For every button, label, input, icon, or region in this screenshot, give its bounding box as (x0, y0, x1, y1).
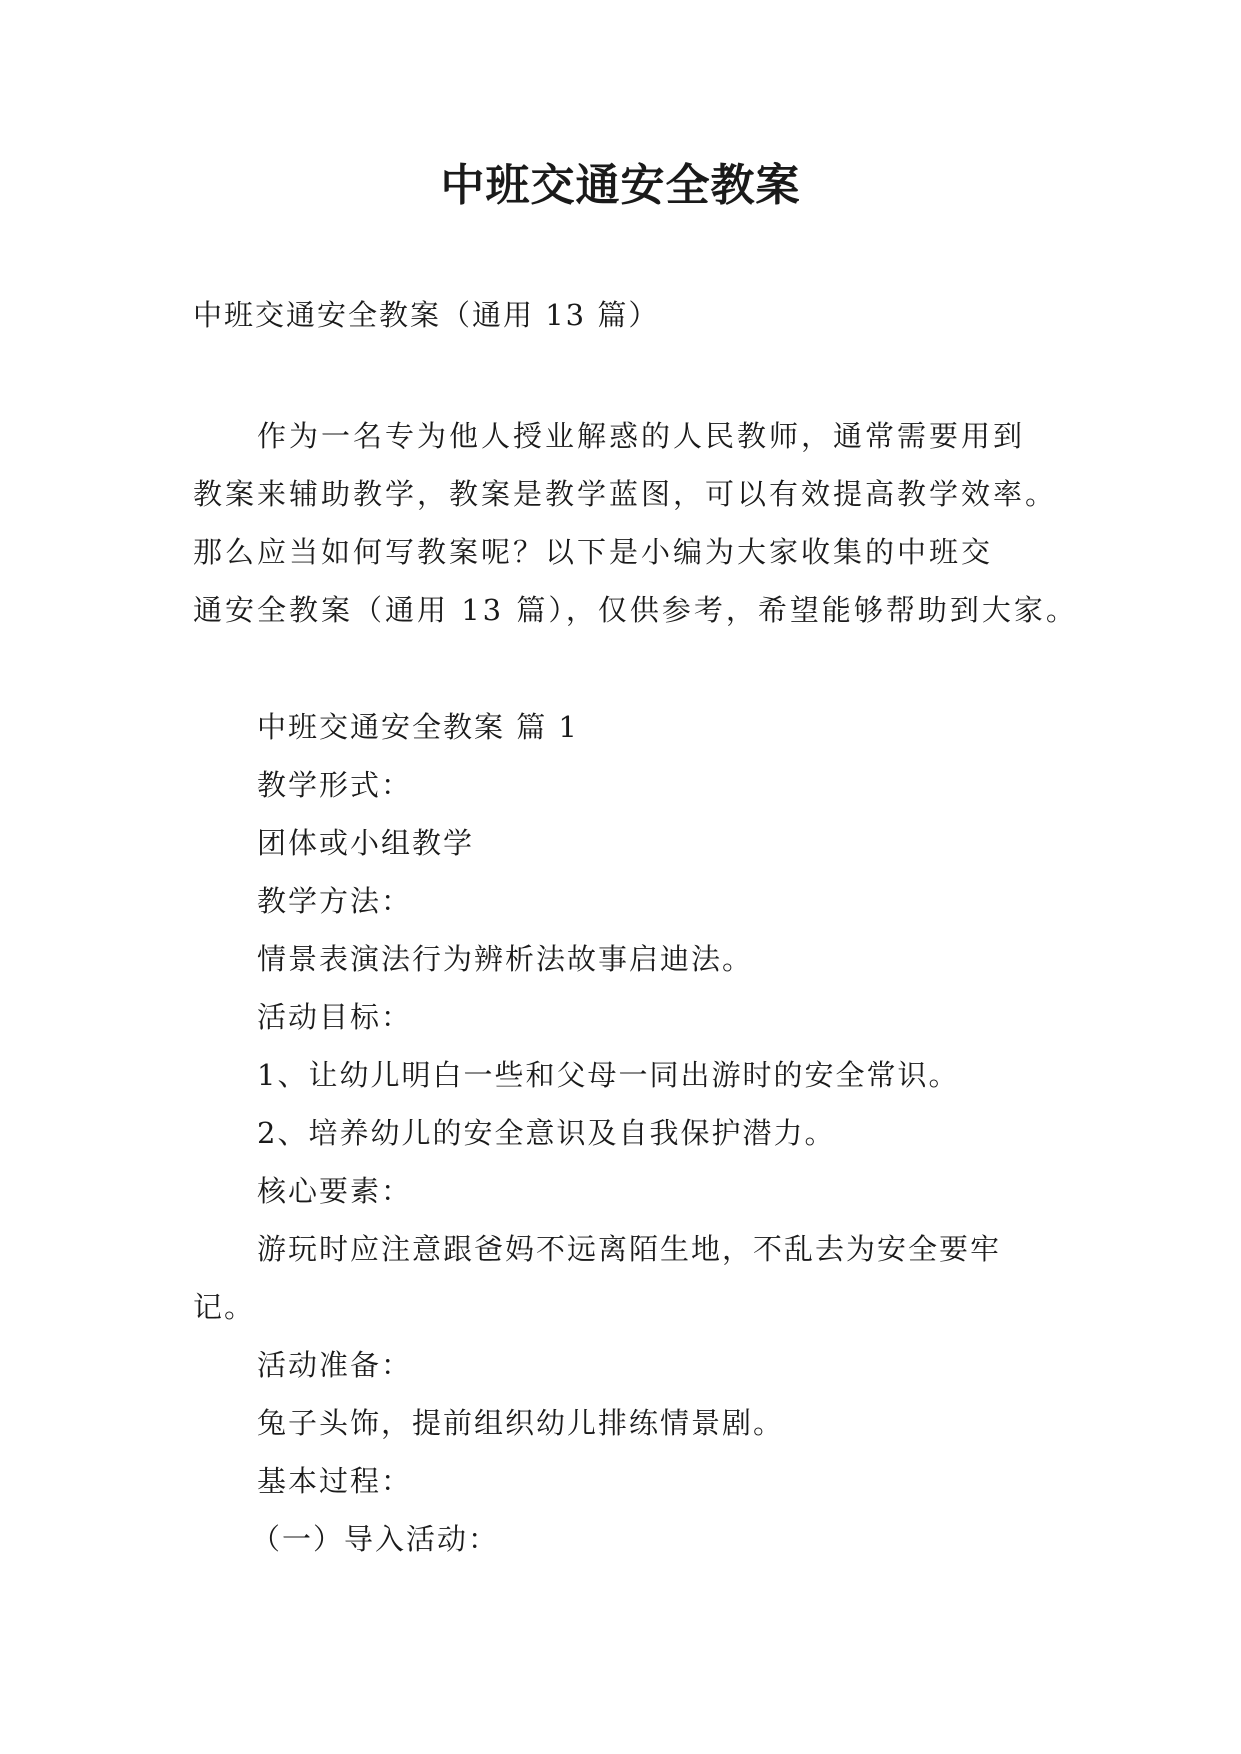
intro-line: 那么应当如何写教案呢？以下是小编为大家收集的中班交 (193, 535, 994, 569)
process-label: 基本过程： (257, 1464, 413, 1498)
document-subtitle: 中班交通安全教案（通用 13 篇） (193, 298, 660, 332)
section-heading: 中班交通安全教案 篇 1 (257, 710, 579, 744)
intro-paragraph (193, 407, 1078, 639)
lesson-body (193, 698, 1053, 1568)
teaching-method-label: 教学方法： (257, 884, 413, 918)
intro-line: 通安全教案（通用 13 篇），仅供参考，希望能够帮助到大家。 (193, 593, 1078, 627)
core-line: 游玩时应注意跟爸妈不远离陌生地，不乱去为安全要牢 (257, 1232, 1002, 1266)
teaching-form-label: 教学形式： (257, 768, 413, 802)
teaching-method-value: 情景表演法行为辨析法故事启迪法。 (257, 942, 754, 976)
teaching-form-value: 团体或小组教学 (257, 826, 475, 860)
intro-line: 作为一名专为他人授业解惑的人民教师，通常需要用到 (257, 419, 1026, 453)
core-line: 记。 (193, 1290, 256, 1324)
prep-label: 活动准备： (257, 1348, 413, 1382)
process-step: （一）导入活动： (251, 1522, 500, 1556)
intro-line: 教案来辅助教学，教案是教学蓝图，可以有效提高教学效率。 (193, 477, 1058, 511)
core-label: 核心要素： (257, 1174, 413, 1208)
goal-item: 2、培养幼儿的安全意识及自我保护潜力。 (257, 1116, 836, 1150)
goal-item: 1、让幼儿明白一些和父母一同出游时的安全常识。 (257, 1058, 960, 1092)
document-title: 中班交通安全教案 (440, 160, 801, 211)
prep-value: 兔子头饰，提前组织幼儿排练情景剧。 (257, 1406, 785, 1440)
goals-label: 活动目标： (257, 1000, 413, 1034)
